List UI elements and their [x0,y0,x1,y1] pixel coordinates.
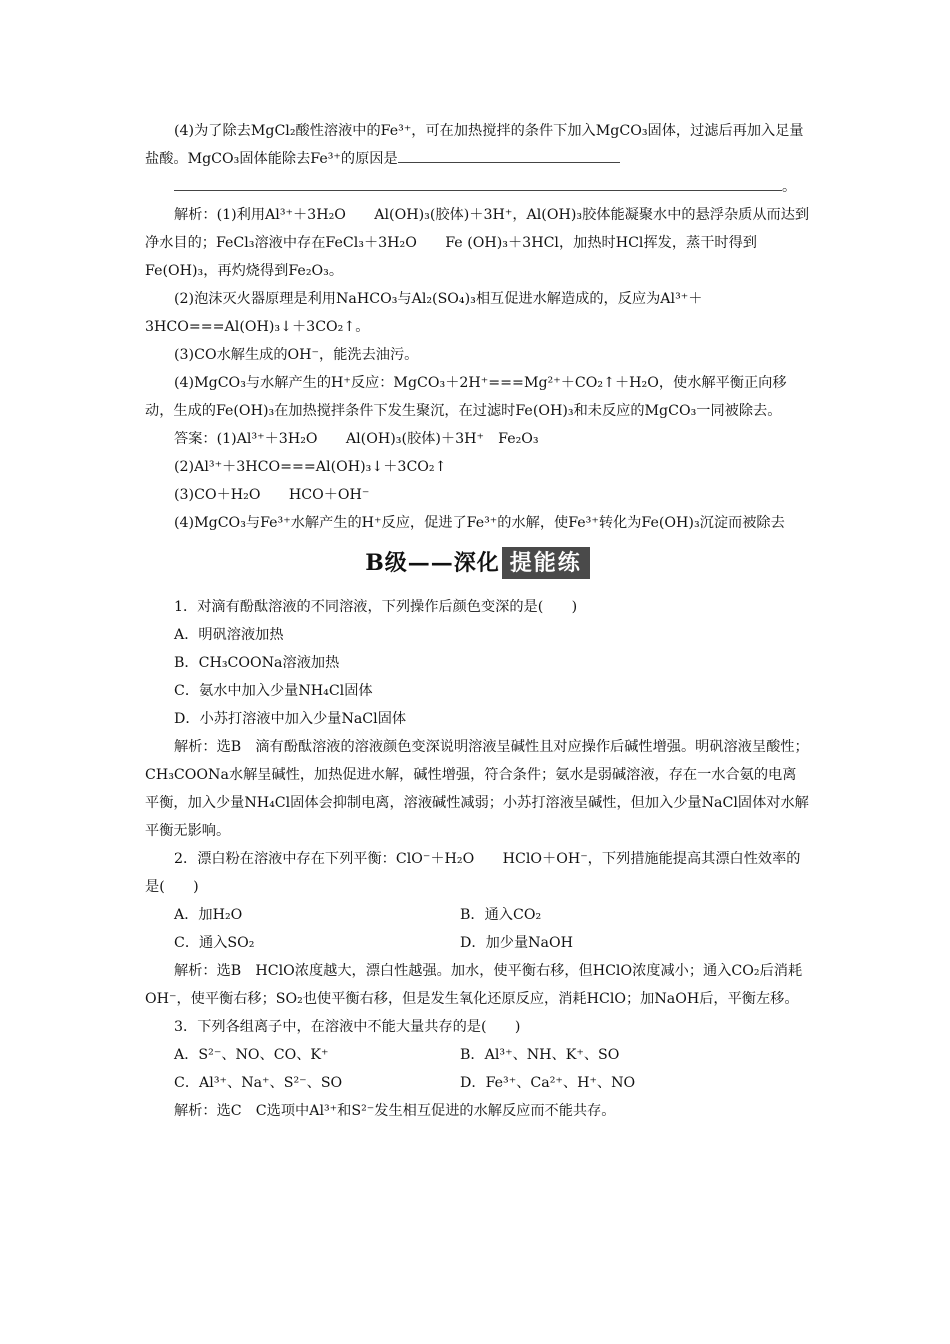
analysis-part-2: (2)泡沫灭火器原理是利用NaHCO₃与Al₂(SO₄)₃相互促进水解造成的，反应为Al³⁺＋3HCO===Al(OH)₃↓＋3CO₂↑。 [145,291,703,335]
q3-options-row-2 [145,1069,810,1097]
q1-option-a: A．明矾溶液加热 [174,627,284,643]
answer-part-2: (2)Al³⁺＋3HCO===Al(OH)₃↓＋3CO₂↑ [174,459,447,475]
answer-blank-2 [174,174,782,191]
q3-option-d: D．Fe³⁺、Ca²⁺、H⁺、NO [460,1075,636,1091]
answer-blank-1 [398,146,620,163]
analysis-part-4: (4)MgCO₃与水解产生的H⁺反应：MgCO₃＋2H⁺===Mg²⁺＋CO₂↑＋H₂O，使水解平衡正向移动，生成的Fe(OH)₃在加热搅拌条件下发生聚沉，在过滤时Fe(OH)₃和未反应的MgCO₃一同被除去。 [145,375,787,419]
q1-analysis: 解析：选B 滴有酚酞溶液的溶液颜色变深说明溶液呈碱性且对应操作后碱性增强。明矾溶液呈酸性；CH₃COONa水解呈碱性，加热促进水解，碱性增强，符合条件；氨水是弱碱溶液，存在一水合氨的电离平衡，加入少量NH₄Cl固体会抑制电离，溶液碱性减弱；小苏打溶液呈碱性，但加入少量NaCl固体对水解平衡无影响。 [145,739,809,839]
q2-option-c: C．通入SO₂ [174,935,255,951]
section-b-badge: 提能练 [502,547,590,579]
answer-part-1: 答案：(1)Al³⁺＋3H₂O Al(OH)₃(胶体)＋3H⁺ Fe₂O₃ [174,431,539,447]
analysis-part-3: (3)CO水解生成的OH⁻，能洗去油污。 [174,347,419,363]
section-b-title: B级——深化 [365,550,500,576]
answer-part-3: (3)CO＋H₂O HCO＋OH⁻ [174,487,370,503]
q2-analysis: 解析：选B HClO浓度越大，漂白性越强。加水，使平衡右移，但HClO浓度减小；通入CO₂后消耗OH⁻，使平衡右移；SO₂也使平衡右移，但是发生氧化还原反应，消耗HClO；加NaOH后，平衡左移。 [145,963,803,1007]
q1-option-d: D．小苏打溶液中加入少量NaCl固体 [174,711,407,727]
q2-option-a: A．加H₂O [174,907,243,923]
analysis-part-1: 解析：(1)利用Al³⁺＋3H₂O Al(OH)₃(胶体)＋3H⁺，Al(OH)₃胶体能凝聚水中的悬浮杂质从而达到净水目的；FeCl₃溶液中存在FeCl₃＋3H₂O Fe (OH)₃＋3HCl，加热时HCl挥发，蒸干时得到Fe(OH)₃，再灼烧得到Fe₂O₃。 [145,207,810,279]
q3-analysis: 解析：选C C选项中Al³⁺和S²⁻发生相互促进的水解反应而不能共存。 [174,1103,616,1119]
q2-options-row-2 [145,929,810,957]
q3-options-row-1 [145,1041,810,1069]
question-4-text [145,117,810,173]
q1-option-b: B．CH₃COONa溶液加热 [174,655,340,671]
document-content [145,117,810,1125]
question-4-stem: (4)为了除去MgCl₂酸性溶液中的Fe³⁺，可在加热搅拌的条件下加入MgCO₃固体，过滤后再加入足量盐酸。MgCO₃固体能除去Fe³⁺的原因是 [145,123,804,167]
answer-blank-line [145,173,810,201]
q2-option-b: B．通入CO₂ [460,907,542,923]
q3-option-a: A．S²⁻、NO、CO、K⁺ [174,1047,329,1063]
period-mark: 。 [782,179,797,195]
q2-option-d: D．加少量NaOH [460,935,574,951]
q3-option-b: B．Al³⁺、NH、K⁺、SO [460,1047,620,1063]
section-b-header [145,539,810,587]
q3-stem: 3．下列各组离子中，在溶液中不能大量共存的是( ) [174,1019,521,1035]
q2-options-row-1 [145,901,810,929]
q3-option-c: C．Al³⁺、Na⁺、S²⁻、SO [174,1075,343,1091]
q1-option-c: C．氨水中加入少量NH₄Cl固体 [174,683,373,699]
q2-stem: 2．漂白粉在溶液中存在下列平衡：ClO⁻＋H₂O HClO＋OH⁻，下列措施能提高其漂白性效率的是( ) [145,851,801,895]
q1-stem: 1．对滴有酚酞溶液的不同溶液，下列操作后颜色变深的是( ) [174,599,578,615]
answer-part-4: (4)MgCO₃与Fe³⁺水解产生的H⁺反应，促进了Fe³⁺的水解，使Fe³⁺转化为Fe(OH)₃沉淀而被除去 [174,515,785,531]
